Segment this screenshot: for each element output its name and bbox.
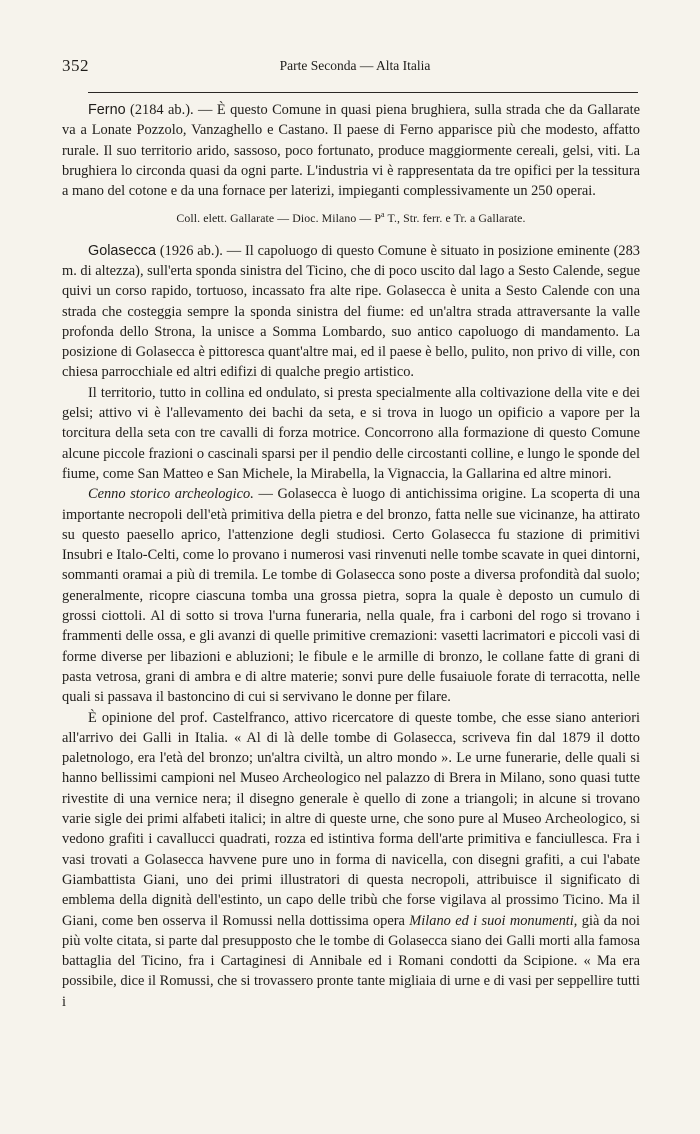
page-header — [62, 52, 648, 82]
note-superscript: a — [381, 210, 385, 220]
entry-name: Golasecca — [88, 242, 156, 259]
entry-ferno — [62, 100, 640, 201]
paragraph-text: — Golasecca è luogo di antichissima origine. La scoperta di una importante necropoli dell'età primitiva della pietra e del bronzo, fatta nelle sue vicinanze, ha attirato su questo paesello aprico, l'attenzione degli studiosi. Certo Golasecca fu stazione di primitivi Insubri e Italo-Celti, come lo provano i numerosi vasi rinvenuti nelle tombe scavate in quei dintorni, sommanti oramai a più di tremila. Le tombe di Golasecca sono poste a diversa profondità dal suolo; generalmente, ricopre ciascuna tomba una grossa pietra, sopra la quale è deposto un cumulo di grossi ciottoli. Al di sotto si trova l'urna funeraria, nella quale, fra i carboni del rogo si trovano i frammenti delle ossa, e gli avanzi di quelle primitive cremazioni: vasetti lacrimatori e piccoli vasi di forme diverse per libazioni e abluzioni; le fibule e le armille di bronzo, le collane fatte di grani di pasta vetrosa, grani di ambra e di altre materie; sonvi pure delle fusaiuole forate di terracotta, nelle quali si passava il bastoncino di cui si servivano le donne per filare. — [62, 486, 640, 706]
entry-text: — Il capoluogo di questo Comune è situato in posizione eminente (283 m. di altezza), sull'erta sponda sinistra del Ticino, che di poco uscito dal lago a Sesto Calende, segue quivi un corso rapido, tortuoso, incassato fra alte ripe. Golasecca è unita a Sesto Calende con una strada che costeggia sempre la sponda sinistra del fiume: ed un'altra strada attraversante la valle profonda dello Strona, la unisce a Somma Lombardo, suo antico capoluogo di mandamento. La posizione di Golasecca è pittoresca quant'altre mai, ed il paese è bello, pulito, non privo di ville, con chiesa parrocchiale ed altri edifizi di qualche pregio artistico. — [62, 242, 640, 381]
note-text: T., Str. ferr. e Tr. a Gallarate. — [384, 211, 526, 226]
paragraph-text: , già da noi più volte citata, si parte dal presupposto che le tombe di Golasecca siano dei Galli morti alla famosa battaglia del Ticino, fra i Cartaginesi di Annibale ed i Romani condotti da Scipione. « Ma era possibile, dice il Romussi, che si trovassero pronte tante migliaia di urne e di vasi per seppellire tutti i — [62, 912, 640, 1010]
entry-text: — È questo Comune in quasi piena brughiera, sulla strada che da Gallarate va a Lonate Pozzolo, Vanzaghello e Castano. Il paese di Ferno apparisce più che modesto, affatto rurale. Il suo territorio arido, sassoso, poco fortunato, produce maggiormente cereali, gelsi, viti. La brughiera lo circonda quasi da ogni parte. L'industria vi è rappresentata da tre opifici per la tessitura a mano del cotone e da una fornace per laterizi, impieganti complessivamente un 250 operai. — [62, 102, 640, 200]
header-rule — [88, 92, 638, 93]
page-number: 352 — [62, 56, 89, 75]
note-text: Coll. elett. Gallarate — Dioc. Milano — P — [176, 211, 382, 226]
running-title: Parte Seconda — Alta Italia — [279, 58, 431, 73]
paragraph-opinione — [62, 708, 640, 1012]
entry-name: Ferno — [88, 102, 126, 118]
page-body — [62, 100, 640, 1012]
entry-note — [62, 205, 640, 228]
book-title: Milano ed i suoi monumenti — [409, 912, 574, 929]
entry-population: (1926 ab.). — [159, 242, 223, 259]
entry-population: (2184 ab.). — [130, 102, 194, 118]
paragraph-territorio: Il territorio, tutto in collina ed ondulato, si presta specialmente alla coltivazione della vite e dei gelsi; attivo vi è l'allevamento dei bachi da seta, e si trova in luogo un opificio a vapore per la torcitura della seta con tre cavalli di forza motrice. Concorrono alla formazione di questo Comune alcune piccole frazioni o cascinali sparsi per il pendio delle circostanti colline, e lungo le sponde del fiume, come San Matteo e San Michele, la Mirabella, la Vignaccia, la Gallarina ed altre minori. — [62, 384, 640, 482]
entry-golasecca — [62, 241, 640, 383]
paragraph-text: È opinione del prof. Castelfranco, attivo ricercatore di queste tombe, che esse siano anteriori all'arrivo dei Galli in Italia. « Al di là delle tombe di Golasecca, scriveva fin dal 1879 il dotto paletnologo, era l'età del bronzo; un'altra civiltà, un altro mondo ». Le urne funerarie, delle quali si hanno bellissimi campioni nel Museo Archeologico nel palazzo di Brera in Milano, sono quasi tutte rivestite di una vernice nera; il disegno generale è quello di zone a triangoli; in alcune si trovano varie sigle dei primi alfabeti italici; in altre di queste urne, che sono pure al Museo Archeologico, si vedono grafiti i cavallucci quadrati, rozza ed istintiva forma dell'arte primitiva e fanciullesca. Fra i vasi trovati a Golasecca havvene pure uno in forma di navicella, con disegni grafiti, a cui l'abate Giambattista Giani, uno dei primi illustratori di questa necropoli, attribuisce il significato di emblema della dignità dell'estinto, un capo delle tribù che forse vigilava al prossimo Ticino. Ma il Giani, come ben osserva il Romussi nella dottissima opera — [62, 709, 640, 929]
paragraph-cenno-storico — [62, 484, 640, 707]
section-heading: Cenno storico archeologico. — [88, 486, 254, 503]
